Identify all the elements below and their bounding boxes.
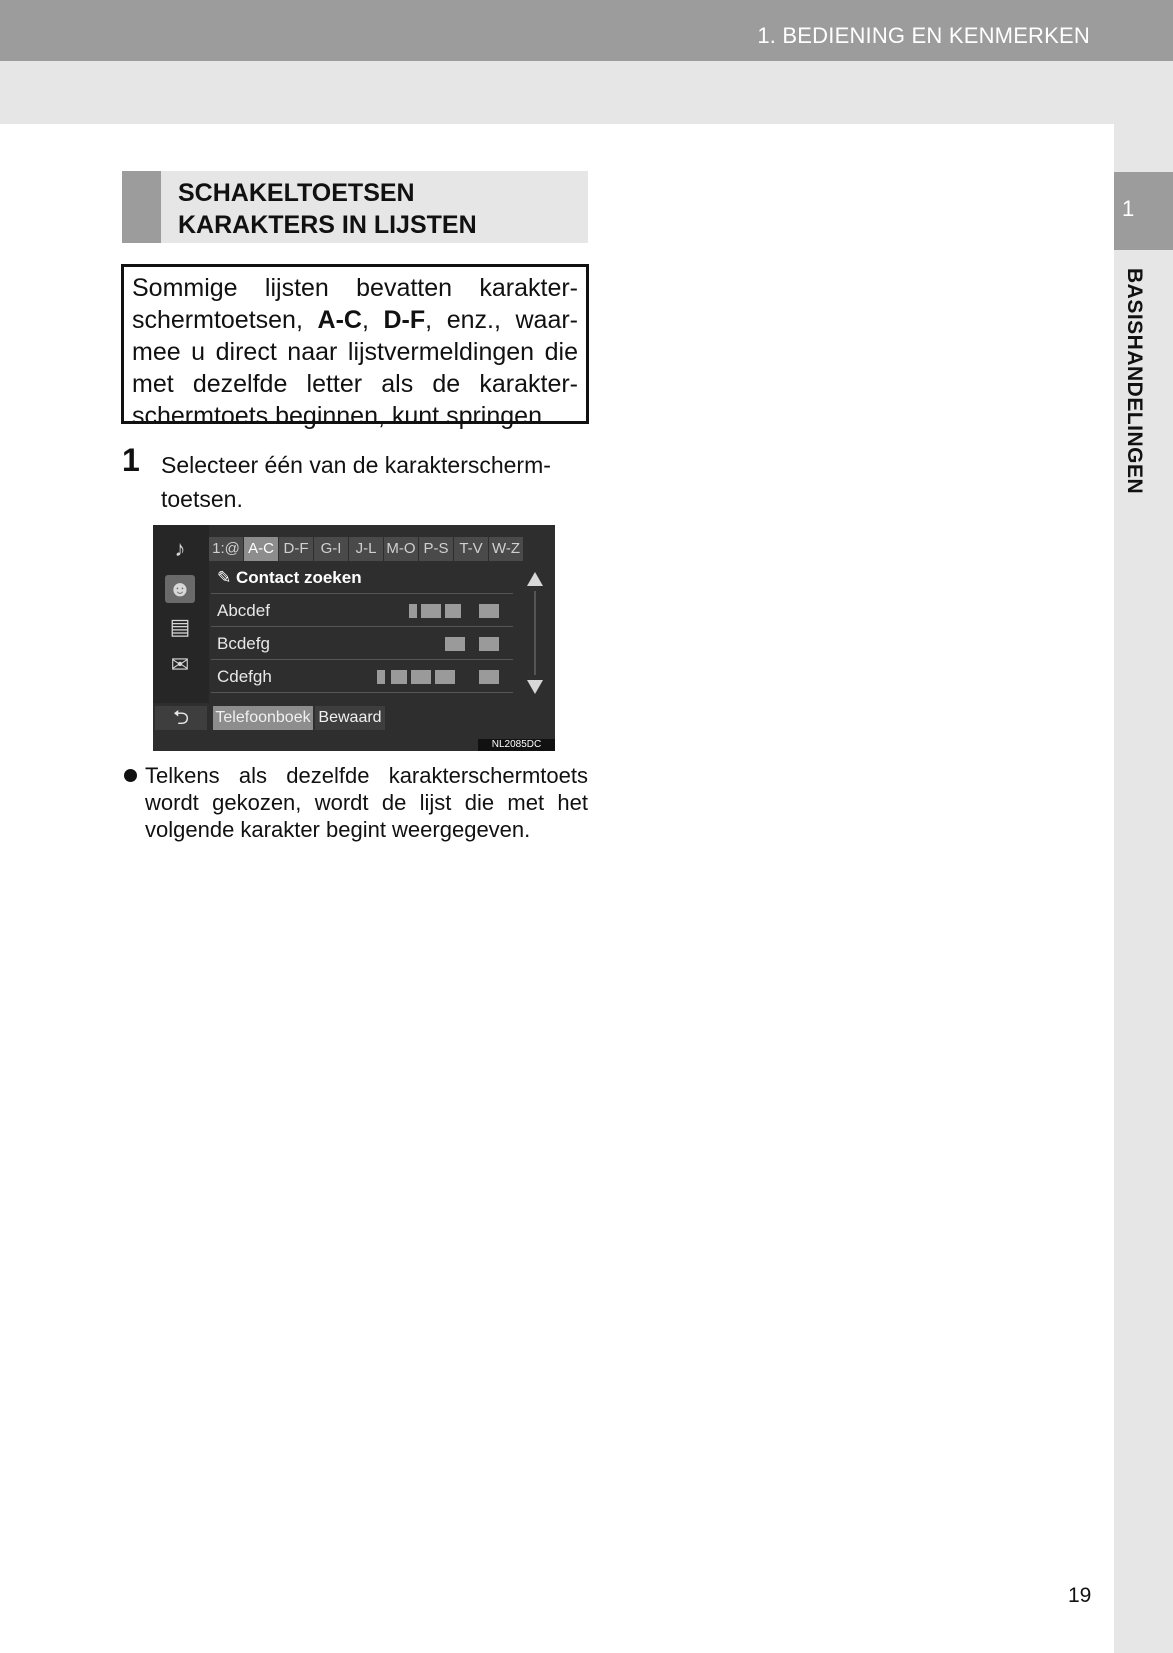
tab-telefoonboek[interactable]: Telefoonboek — [213, 706, 313, 730]
chapter-label: BASISHANDELINGEN — [1123, 268, 1146, 495]
contact-row-1[interactable] — [211, 596, 513, 627]
home-phone-icon — [445, 637, 465, 651]
home-phone-icon — [421, 604, 441, 618]
tab-bewaard[interactable]: Bewaard — [315, 706, 385, 730]
bullet-icon — [124, 769, 137, 782]
chapter-number: 1 — [1122, 196, 1135, 221]
step-text: Selecteer één van de karakterscherm-toetsen. — [161, 452, 551, 512]
details-icon — [479, 670, 499, 684]
alpha-tab-j-l[interactable]: J-L — [349, 537, 383, 561]
search-icon: ✎ — [217, 568, 236, 587]
section-heading — [122, 171, 588, 243]
page-header-bar — [0, 0, 1173, 61]
contact-row-2[interactable] — [211, 629, 513, 660]
contact-name: Bcdefg — [217, 634, 270, 653]
phone-icon: ♪ — [174, 536, 186, 561]
intro-separator: , — [361, 306, 384, 334]
search-contact-label — [217, 563, 362, 593]
details-icon — [479, 637, 499, 651]
section-title: 1. BEDIENING EN KENMERKEN — [757, 23, 1090, 48]
message-icon: ✉ — [170, 652, 190, 677]
heading-line-2: KARAKTERS IN LIJSTEN — [178, 211, 477, 239]
alpha-tab-a-c[interactable]: A-C — [244, 537, 278, 561]
scroll-down-arrow-icon[interactable] — [527, 680, 543, 694]
image-code: NL2085DC — [478, 739, 555, 751]
contact-name: Cdefgh — [217, 667, 272, 686]
details-icon — [479, 604, 499, 618]
back-button[interactable]: ⮌ — [155, 706, 207, 730]
alpha-tab-m-o[interactable]: M-O — [384, 537, 418, 561]
scrollbar-track[interactable] — [534, 591, 536, 675]
heading-accent-bar — [122, 171, 161, 243]
call-history-icon: ▤ — [169, 614, 191, 639]
page-number: 19 — [1068, 1584, 1092, 1607]
alpha-tab-t-v[interactable]: T-V — [454, 537, 488, 561]
key-d-f: D-F — [383, 306, 426, 334]
note-text: Telkens als dezelfde karakterschermtoets wordt gekozen, wordt de lijst die met het volgende karakter begint weergegeven. — [145, 763, 588, 842]
alpha-tab-p-s[interactable]: P-S — [419, 537, 453, 561]
mobile-icon — [377, 670, 385, 684]
other-phone-icon — [435, 670, 455, 684]
contacts-icon: ☻ — [165, 575, 195, 603]
alpha-tab-1-at[interactable]: 1:@ — [209, 537, 243, 561]
search-contact-row[interactable] — [211, 563, 513, 594]
scroll-up-arrow-icon[interactable] — [527, 572, 543, 586]
alpha-tab-g-i[interactable]: G-I — [314, 537, 348, 561]
heading-text — [178, 177, 477, 241]
mobile-icon — [409, 604, 417, 618]
header-subbar — [0, 61, 1173, 124]
contact-row-3[interactable] — [211, 662, 513, 693]
intro-text-after: , enz., waar-mee u direct naar lijstvermeldingen die met dezelfde letter als de karakter-schermtoets beginnen, kunt springen. — [132, 306, 578, 430]
work-phone-icon — [391, 670, 407, 684]
intro-text-before: Sommige lijsten bevatten karakter-schermtoetsen, — [132, 274, 578, 334]
contact-name: Abcdef — [217, 601, 270, 620]
screen-sidebar — [153, 525, 209, 703]
work-phone-icon — [445, 604, 461, 618]
bullet-note — [122, 762, 588, 843]
search-contact-text: Contact zoeken — [235, 568, 362, 587]
phonebook-screenshot — [153, 525, 555, 751]
alpha-tab-d-f[interactable]: D-F — [279, 537, 313, 561]
intro-box — [121, 264, 589, 430]
alpha-tab-row — [209, 537, 555, 561]
step-number: 1 — [122, 442, 140, 478]
key-a-c: A-C — [317, 306, 362, 334]
heading-line-1: SCHAKELTOETSEN — [178, 179, 415, 207]
alpha-tab-w-z[interactable]: W-Z — [489, 537, 523, 561]
home-phone-icon — [411, 670, 431, 684]
